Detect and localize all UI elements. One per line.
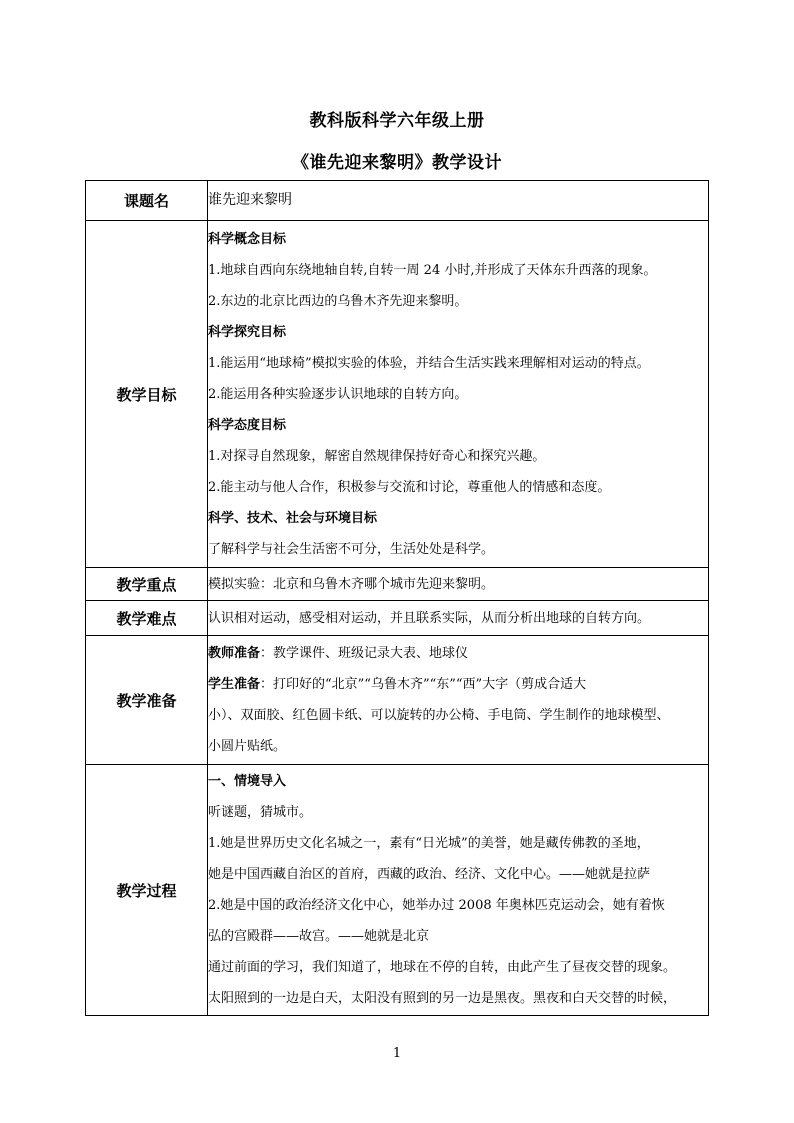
goal-section-heading: 科学态度目标: [208, 417, 287, 433]
table-row-goals: [86, 221, 709, 568]
student-prep-line: 小圆片贴纸。: [208, 739, 287, 754]
preparation-content: [208, 636, 709, 765]
key-point-value: 模拟实验：北京和乌鲁木齐哪个城市先迎来黎明。: [208, 568, 709, 601]
goals-content: [208, 221, 709, 568]
process-content: [208, 765, 709, 1016]
teacher-prep-line: [208, 638, 708, 669]
goal-item: 1.能运用“地球椅”模拟实验的体验，并结合生活实践来理解相对运动的特点。: [208, 355, 650, 371]
topic-value: 谁先迎来黎明: [208, 181, 709, 221]
goal-section-heading: 科学概念目标: [208, 231, 287, 247]
process-line: 她是中国西藏自治区的首府，西藏的政治、经济、文化中心。——她就是拉萨: [208, 867, 651, 882]
row-label-topic: 课题名: [86, 181, 208, 221]
table-row-key-point: [86, 568, 709, 601]
process-line: 弘的宫殿群——故宫。——她就是北京: [208, 929, 430, 944]
row-label-key-point: 教学重点: [86, 568, 208, 601]
goal-item: 1.对探寻自然现象，解密自然规律保持好奇心和探究兴趣。: [208, 448, 546, 464]
table-row-preparation: [86, 636, 709, 765]
document-title: 教科版科学六年级上册: [309, 111, 485, 131]
process-line: 1.她是世界历史文化名城之一，素有“日光城”的美誉，她是藏传佛教的圣地，: [208, 836, 650, 851]
row-label-goals: 教学目标: [86, 221, 208, 568]
row-label-difficulty: 教学难点: [86, 601, 208, 636]
page-number: 1: [392, 1046, 402, 1061]
table-row-topic: [86, 181, 709, 221]
goal-item: 2.能运用各种实验逐步认识地球的自转方向。: [208, 386, 468, 402]
goal-item: 了解科学与社会生活密不可分，生活处处是科学。: [208, 541, 495, 557]
student-prep-line: [208, 669, 708, 700]
goal-item: 2.能主动与他人合作，积极参与交流和讨论，尊重他人的情感和态度。: [208, 479, 611, 495]
student-prep-text: ：打印好的“北京”“乌鲁木齐”“东”“西”大字（剪成合适大: [260, 677, 587, 692]
process-line: 2.她是中国的政治经济文化中心，她举办过 2008 年奥林匹克运动会，她有着恢: [208, 898, 665, 913]
student-prep-line: 小）、双面胶、红色圆卡纸、可以旋转的办公椅、手电筒、学生制作的地球模型、: [208, 708, 670, 723]
goal-item: 1.地球自西向东绕地轴自转,自转一周 24 小时,并形成了天体东升西落的现象。: [208, 262, 657, 278]
teacher-prep-heading: 教师准备: [208, 646, 261, 661]
document-subtitle: 《谁先迎来黎明》教学设计: [292, 153, 502, 173]
process-line: 听谜题，猜城市。: [208, 805, 313, 820]
row-label-preparation: 教学准备: [86, 636, 208, 765]
process-line: 通过前面的学习，我们知道了，地球在不停的自转，由此产生了昼夜交替的现象。: [208, 960, 677, 975]
student-prep-heading: 学生准备: [208, 677, 261, 692]
lesson-plan-table: [85, 180, 709, 1016]
process-line: 太阳照到的一边是白天，太阳没有照到的另一边是黑夜。黑夜和白天交替的时候，: [208, 991, 677, 1006]
teacher-prep-text: ：教学课件、班级记录大表、地球仪: [260, 646, 469, 661]
process-section-heading: 一、情境导入: [208, 774, 287, 789]
table-row-difficulty: [86, 601, 709, 636]
goal-section-heading: 科学探究目标: [208, 324, 287, 340]
goal-section-heading: 科学、技术、社会与环境目标: [208, 510, 378, 526]
goal-item: 2.东边的北京比西边的乌鲁木齐先迎来黎明。: [208, 293, 468, 309]
table-row-process: [86, 765, 709, 1016]
difficulty-value: 认识相对运动，感受相对运动，并且联系实际，从而分析出地球的自转方向。: [208, 601, 709, 636]
row-label-process: 教学过程: [86, 765, 208, 1016]
